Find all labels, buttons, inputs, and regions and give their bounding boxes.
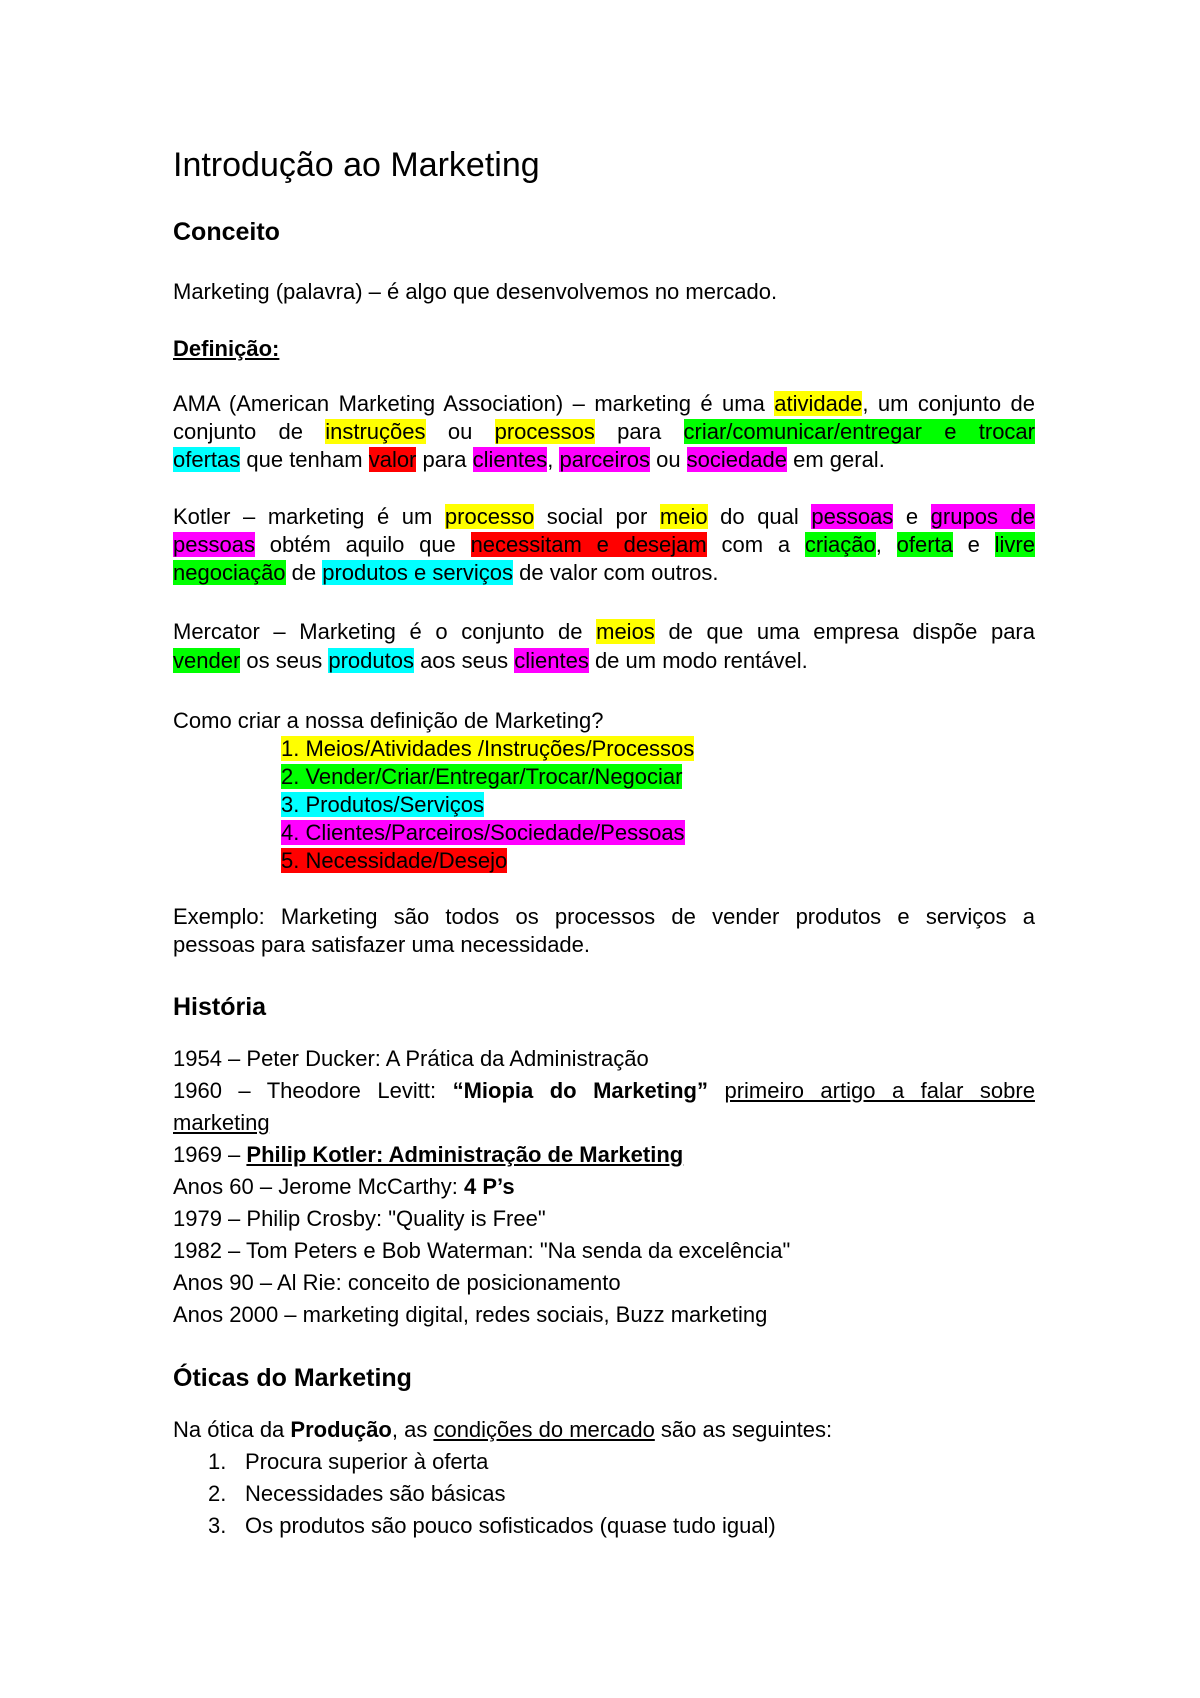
highlight-clientes-2: clientes [514,648,589,673]
historia-line: Anos 2000 – marketing digital, redes sociais, Buzz marketing [173,1302,768,1327]
highlight-produtos: produtos [328,648,414,673]
ama-line-1: AMA (American Marketing Association) – marketing é uma atividade, um conjunto de [173,391,1035,416]
mercator-line-1: Mercator – Marketing é o conjunto de meios de que uma empresa dispõe para [173,619,1035,644]
highlight-instrucoes: instruções [325,419,426,444]
historia-line: 1954 – Peter Ducker: A Prática da Administração [173,1046,649,1071]
historia-line: marketing [173,1110,270,1135]
ama-line-3: ofertas que tenham valor para clientes, parceiros ou sociedade em geral. [173,447,885,472]
highlight-atividade: atividade [774,391,863,416]
conceito-line: Marketing (palavra) – é algo que desenvolvemos no mercado. [173,279,778,304]
highlight-clientes: clientes [472,447,548,472]
list-item: 2. Vender/Criar/Entregar/Trocar/Negociar [281,764,683,789]
definicao-label: Definição: [173,336,280,361]
heading-conceito: Conceito [173,218,280,246]
highlight-meio: meio [659,504,708,529]
historia-line: 1960 – Theodore Levitt: “Miopia do Marketing” primeiro artigo a falar sobre [173,1078,1035,1103]
highlight-valor: valor [368,447,417,472]
example-line-2: pessoas para satisfazer uma necessidade. [173,932,591,957]
list-item: 5. Necessidade/Desejo [281,848,508,873]
page-title: Introdução ao Marketing [173,146,540,184]
oticas-intro: Na ótica da Produção, as condições do mercado são as seguintes: [173,1417,833,1442]
highlight-sociedade: sociedade [686,447,787,472]
highlight-ofertas: ofertas [173,447,241,472]
mercator-line-2: vender os seus produtos aos seus clientes de um modo rentável. [173,648,808,673]
list-item: 3. Produtos/Serviços [281,792,484,817]
historia-line: 1982 – Tom Peters e Bob Waterman: "Na senda da excelência" [173,1238,791,1263]
highlight-vender: vender [173,648,241,673]
highlight-negociacao: negociação [173,560,286,585]
kotler-line-1: Kotler – marketing é um processo social por meio do qual pessoas e grupos de [173,504,1035,529]
highlight-criar: criar/comunicar/entregar e trocar [683,419,1035,444]
highlight-produtos-servicos: produtos e serviços [322,560,514,585]
ama-line-2: conjunto de instruções ou processos para criar/comunicar/entregar e trocar [173,419,1035,444]
example-line-1: Exemplo: Marketing são todos os processos de vender produtos e serviços a [173,904,1035,929]
criar-question: Como criar a nossa definição de Marketing? [173,708,604,733]
highlight-pessoas-2: pessoas [173,532,255,557]
list-item: 1. Procura superior à oferta [208,1449,489,1474]
highlight-livre: livre [994,532,1035,557]
highlight-necessitam: necessitam e desejam [470,532,707,557]
highlight-criacao: criação [804,532,876,557]
highlight-oferta: oferta [896,532,953,557]
historia-line: 1969 – Philip Kotler: Administração de Marketing [173,1142,684,1167]
highlight-pessoas: pessoas [811,504,894,529]
highlight-parceiros: parceiros [559,447,650,472]
historia-line: 1979 – Philip Crosby: "Quality is Free" [173,1206,546,1231]
highlight-meios: meios [596,619,655,644]
highlight-grupos: grupos de [930,504,1035,529]
kotler-line-2: pessoas obtém aquilo que necessitam e desejam com a criação, oferta e livre [173,532,1035,557]
heading-historia: História [173,993,267,1021]
historia-line: Anos 60 – Jerome McCarthy: 4 P’s [173,1174,515,1199]
historia-line: Anos 90 – Al Rie: conceito de posicionamento [173,1270,621,1295]
list-item: 3. Os produtos são pouco sofisticados (quase tudo igual) [208,1513,776,1538]
list-item: 1. Meios/Atividades /Instruções/Processos [281,736,695,761]
list-item: 2. Necessidades são básicas [208,1481,506,1506]
kotler-line-3: negociação de produtos e serviços de valor com outros. [173,560,719,585]
highlight-processo: processo [444,504,535,529]
highlight-processos: processos [494,419,595,444]
heading-oticas: Óticas do Marketing [173,1364,412,1392]
list-item: 4. Clientes/Parceiros/Sociedade/Pessoas [281,820,685,845]
